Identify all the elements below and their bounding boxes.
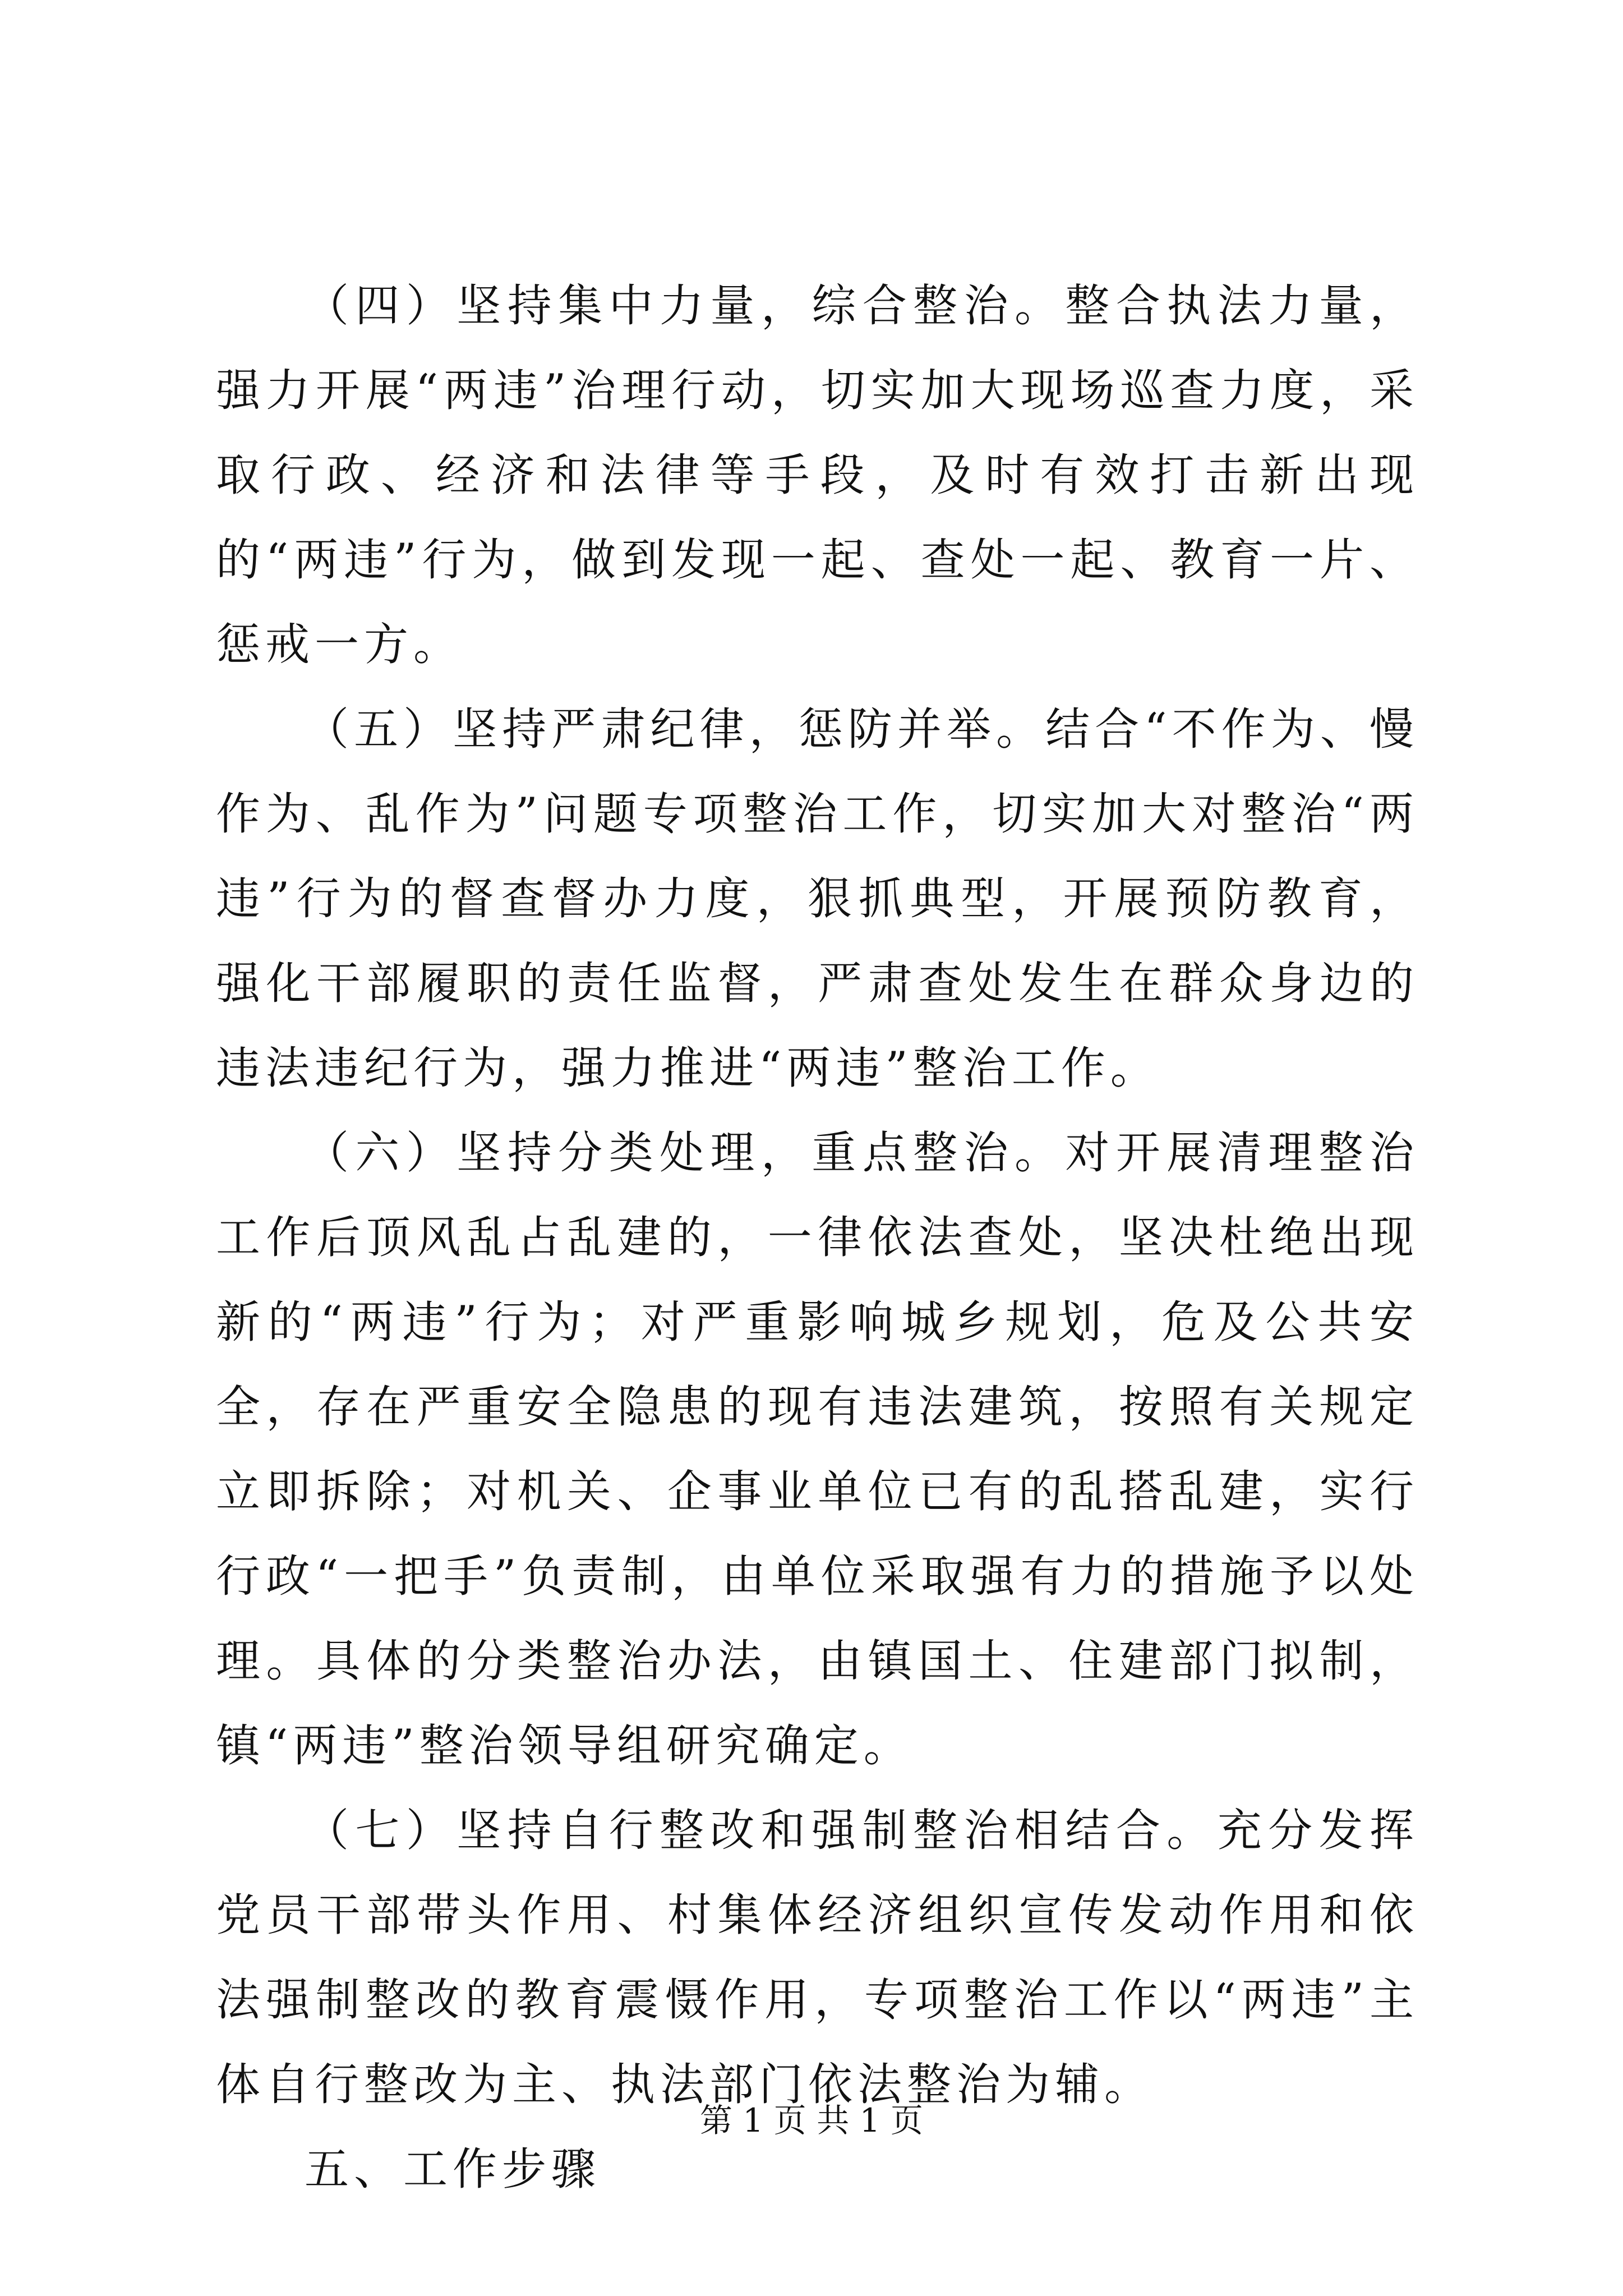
section-heading: 五、工作步骤 [305,2143,601,2195]
paragraph-six: （六）坚持分类处理，重点整治。对开展清理整治工作后顶风乱占乱建的，一律依法查处，坚决杜绝出现新的“两违”行为；对严重影响城乡规划，危及公共安全，存在严重安全隐患的现有违法建筑，按照有关规定立即拆除；对机关、企事业单位已有的乱搭乱建，实行行政“一把手”负责制，由单位采取强有力的措施予以处理。具体的分类整治办法，由镇国土、住建部门拟制，镇“两违”整治领导组研究确定。 [216,1127,1419,1772]
page-footer: 第 1 页 共 1 页 [700,2101,923,2139]
paragraph-seven: （七）坚持自行整改和强制整治相结合。充分发挥党员干部带头作用、村集体经济组织宣传发动作用和依法强制整改的教育震慑作用，专项整治工作以“两违”主体自行整改为主、执法部门依法整治为辅。 [216,1805,1419,2110]
document-body [216,264,1419,2212]
paragraph-five: （五）坚持严肃纪律，惩防并举。结合“不作为、慢作为、乱作为”问题专项整治工作，切实加大对整治“两违”行为的督查督办力度，狠抓典型，开展预防教育，强化干部履职的责任监督，严肃查处发生在群众身边的违法违纪行为，强力推进“两违”整治工作。 [216,703,1419,1094]
paragraph-four: （四）坚持集中力量，综合整治。整合执法力量，强力开展“两违”治理行动，切实加大现场巡查力度，采取行政、经济和法律等手段，及时有效打击新出现的“两违”行为，做到发现一起、查处一起、教育一片、惩戒一方。 [216,280,1419,670]
